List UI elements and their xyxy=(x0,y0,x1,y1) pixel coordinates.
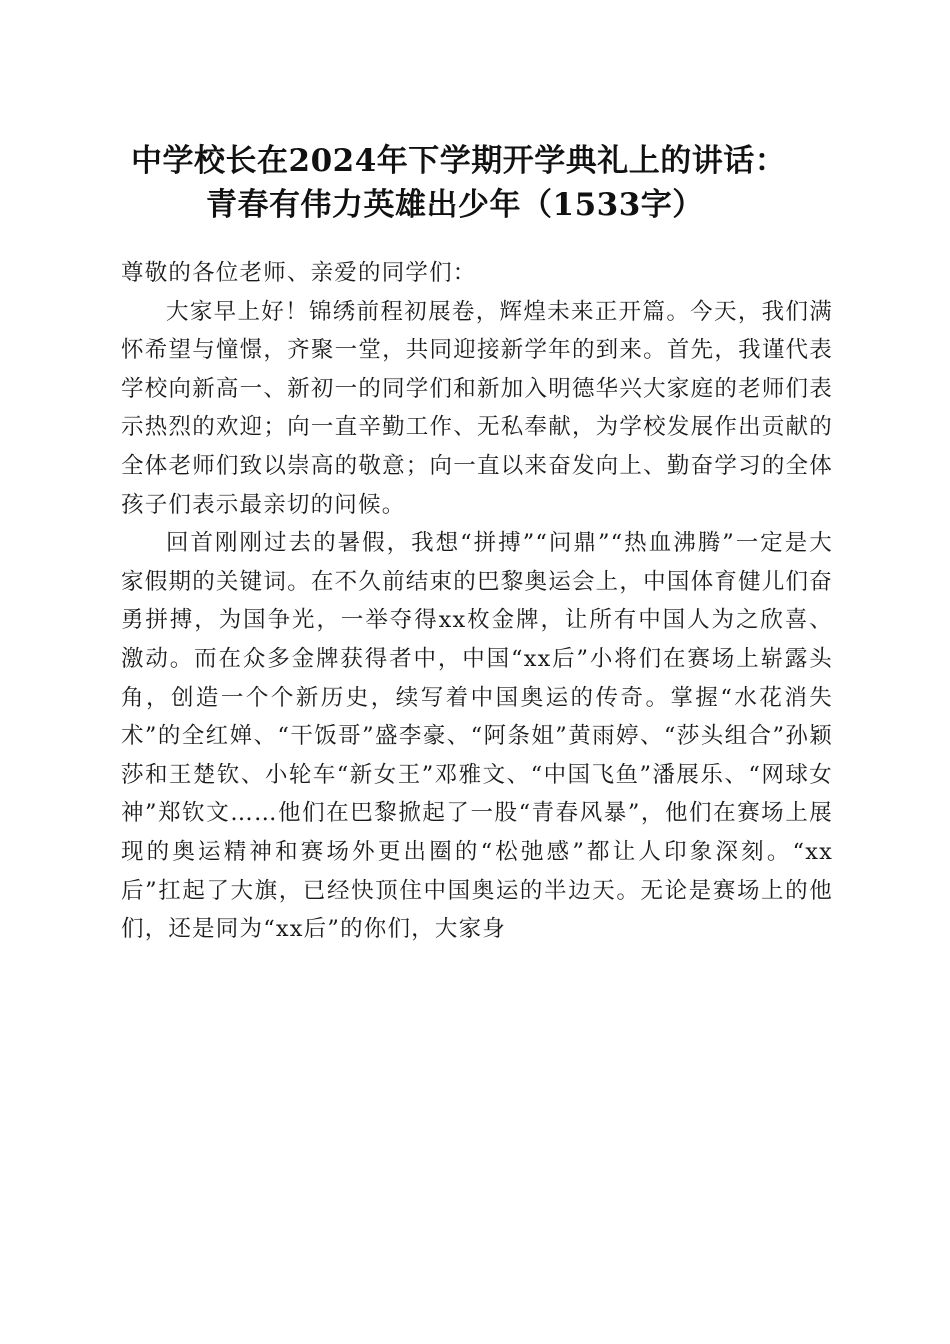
paragraph-olympics: 回首刚刚过去的暑假，我想“拼搏”“问鼎”“热血沸腾”一定是大家假期的关键词。在不久前结束的巴黎奥运会上，中国体育健儿们奋勇拼搏，为国争光，一举夺得xx枚金牌，让所有中国人为之欣喜、激动。而在众多金牌获得者中，中国“xx后”小将们在赛场上崭露头角，创造一个个新历史，续写着中国奥运的传奇。掌握“水花消失术”的全红婵、“干饭哥”盛李豪、“阿条姐”黄雨婷、“莎头组合”孙颖莎和王楚钦、小轮车“新女王”邓雅文、“中国飞鱼”潘展乐、“网球女神”郑钦文……他们在巴黎掀起了一股“青春风暴”，他们在赛场上展现的奥运精神和赛场外更出圈的“松弛感”都让人印象深刻。“xx后”扛起了大旗，已经快顶住中国奥运的半边天。无论是赛场上的他们，还是同为“xx后”的你们，大家身 xyxy=(121,530,833,943)
title-line-1: 中学校长在2024年下学期开学典礼上的讲话： xyxy=(131,143,787,179)
title-line-2: 青春有伟力英雄出少年（1533字） xyxy=(206,187,704,223)
salutation: 尊敬的各位老师、亲爱的同学们： xyxy=(121,260,477,286)
speech-body xyxy=(121,254,833,949)
paragraph-greeting: 大家早上好！锦绣前程初展卷，辉煌未来正开篇。今天，我们满怀希望与憧憬，齐聚一堂，共同迎接新学年的到来。首先，我谨代表学校向新高一、新初一的同学们和新加入明德华兴大家庭的老师们表示热烈的欢迎；向一直辛勤工作、无私奉献，为学校发展作出贡献的全体老师们致以崇高的敬意；向一直以来奋发向上、勤奋学习的全体孩子们表示最亲切的问候。 xyxy=(121,298,833,518)
